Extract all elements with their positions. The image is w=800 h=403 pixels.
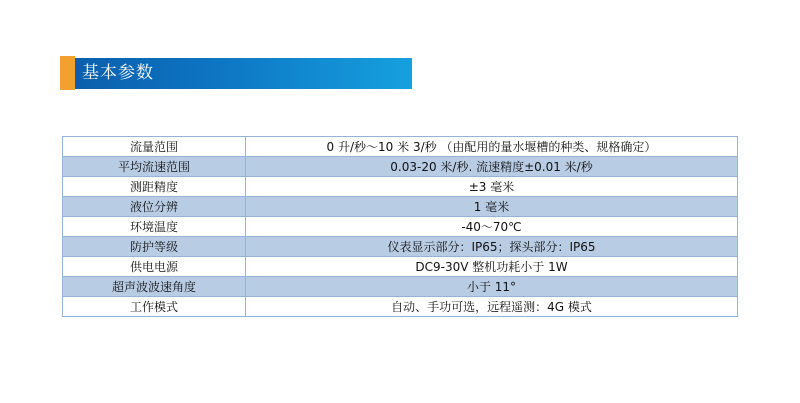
table-row xyxy=(63,277,738,297)
param-label-cell: 平均流速范围 xyxy=(63,157,246,177)
table-row xyxy=(63,197,738,217)
param-label-cell: 流量范围 xyxy=(63,137,246,157)
section-title: 基本参数 xyxy=(82,63,154,83)
param-value-cell: 仪表显示部分：IP65；探头部分：IP65 xyxy=(246,237,738,257)
param-value-cell: 0 升/秒～10 米 3/秒 （由配用的量水堰槽的种类、规格确定） xyxy=(246,137,738,157)
param-label-cell: 环境温度 xyxy=(63,217,246,237)
param-value-cell: 0.03-20 米/秒. 流速精度±0.01 米/秒 xyxy=(246,157,738,177)
param-label-cell: 工作模式 xyxy=(63,297,246,317)
param-label-cell: 超声波波速角度 xyxy=(63,277,246,297)
param-value-cell: 小于 11° xyxy=(246,277,738,297)
param-label-cell: 防护等级 xyxy=(63,237,246,257)
table-row xyxy=(63,257,738,277)
table-row xyxy=(63,297,738,317)
table-row xyxy=(63,137,738,157)
param-label-cell: 液位分辨 xyxy=(63,197,246,217)
param-value-cell: 自动、手功可选，远程遥测：4G 模式 xyxy=(246,297,738,317)
spec-table xyxy=(62,136,738,317)
section-header-bar xyxy=(75,58,412,89)
table-row xyxy=(63,177,738,197)
param-label-cell: 供电电源 xyxy=(63,257,246,277)
table-row xyxy=(63,217,738,237)
table-row xyxy=(63,157,738,177)
param-value-cell: -40～70℃ xyxy=(246,217,738,237)
table-row xyxy=(63,237,738,257)
param-label-cell: 测距精度 xyxy=(63,177,246,197)
header-accent-square xyxy=(60,56,75,90)
param-value-cell: ±3 毫米 xyxy=(246,177,738,197)
param-value-cell: DC9-30V 整机功耗小于 1W xyxy=(246,257,738,277)
param-value-cell: 1 毫米 xyxy=(246,197,738,217)
